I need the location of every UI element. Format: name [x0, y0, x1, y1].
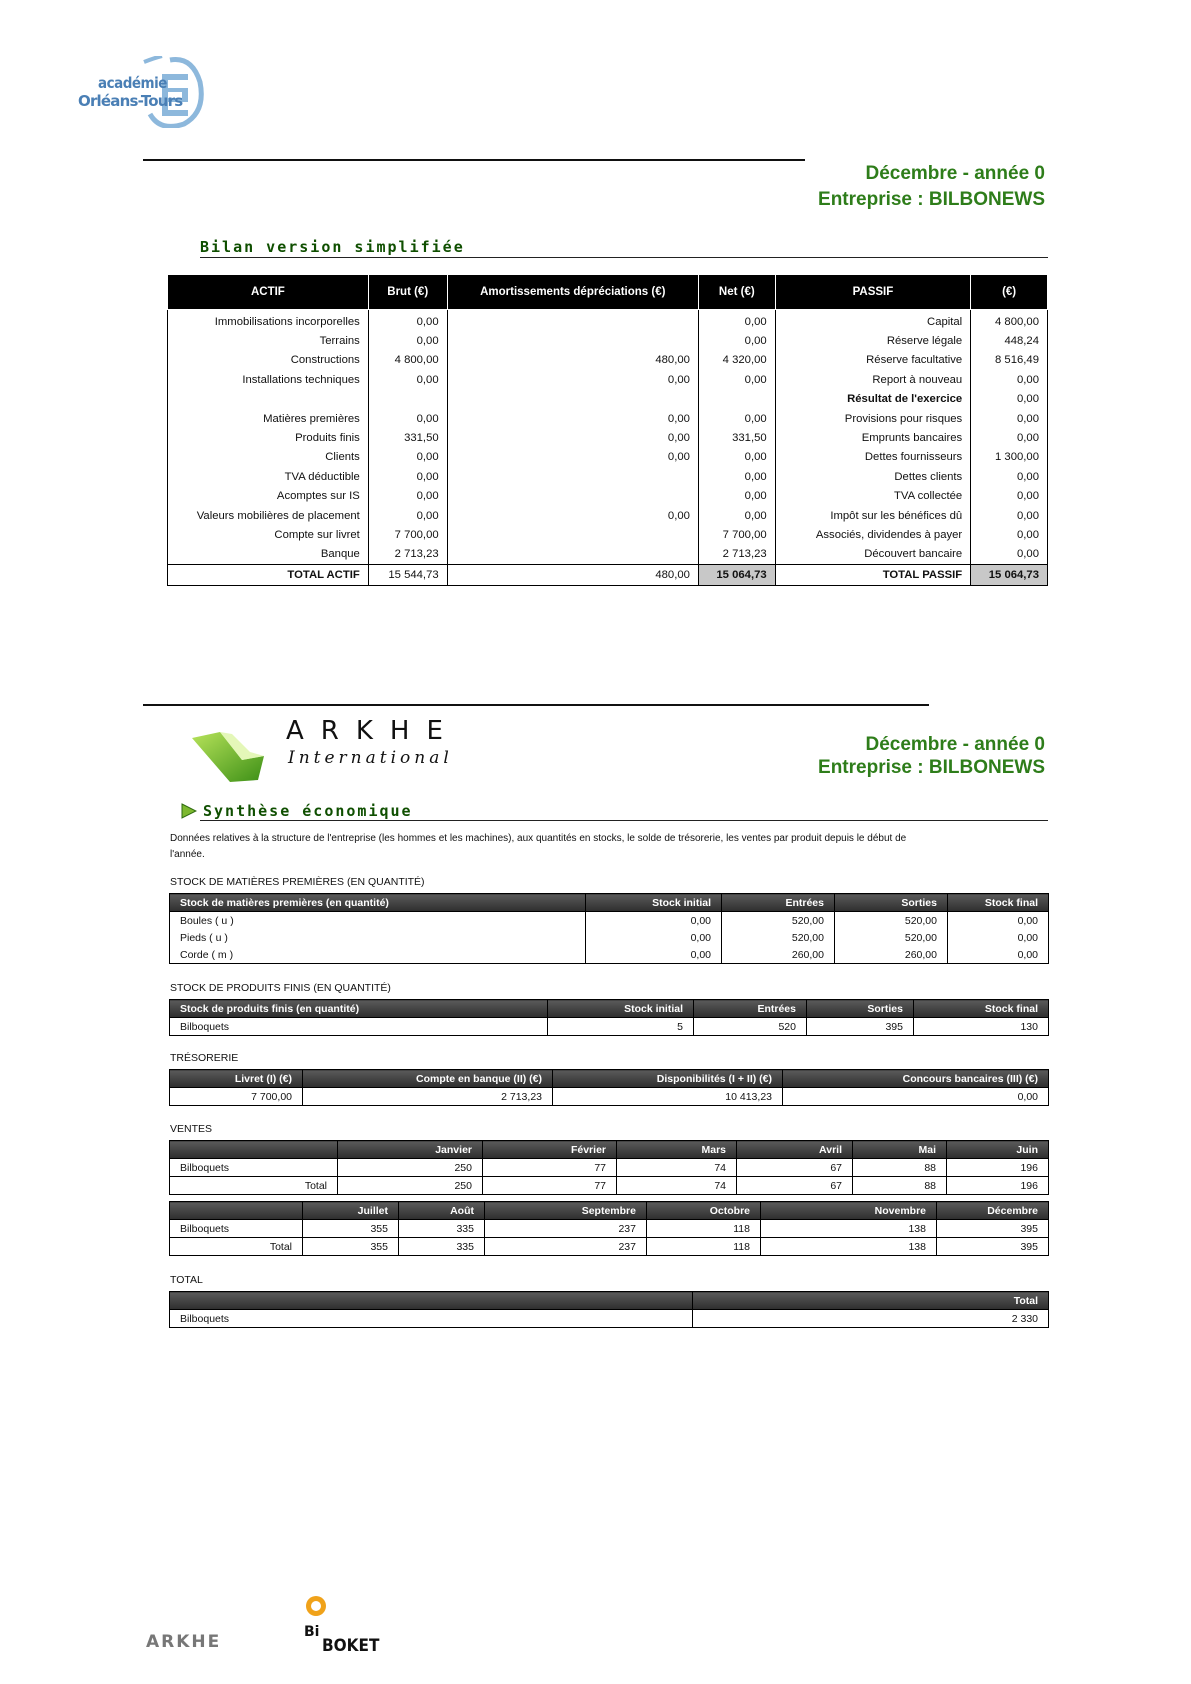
bilan-cell [447, 545, 698, 565]
stock-mp-row [170, 912, 1049, 930]
total-header-empty [170, 1292, 693, 1310]
stock-mp-cell: 520,00 [835, 929, 948, 946]
bilan-cell: Valeurs mobilières de placement [168, 506, 369, 525]
bilan-cell: 0,00 [447, 409, 698, 428]
ventes-header: Juin [947, 1141, 1049, 1159]
stock-mp-header: Stock de matières premières (en quantité) [170, 894, 586, 912]
bilan-cell: Immobilisations incorporelles [168, 310, 369, 332]
bilan-cell [368, 390, 447, 409]
bilan-cell: 0,00 [447, 506, 698, 525]
ventes-cell: 74 [617, 1177, 737, 1195]
bilan-row [168, 428, 1048, 447]
tresorerie-label: TRÉSORERIE [170, 1052, 239, 1064]
ventes-cell: 67 [737, 1177, 853, 1195]
bilan-cell: Dettes fournisseurs [775, 448, 971, 467]
ventes-total-row [170, 1177, 1049, 1195]
stock-pf-header: Sorties [807, 1000, 914, 1018]
total-table [169, 1291, 1049, 1328]
bilan-cell: 0,00 [698, 409, 775, 428]
bilan-cell [447, 487, 698, 506]
stock-mp-cell: 0,00 [586, 912, 722, 930]
arkhe-wordmark: ARKHE [286, 716, 460, 746]
bilan-row [168, 545, 1048, 565]
stock-mp-cell: 260,00 [835, 946, 948, 964]
stock-pf-header: Stock initial [548, 1000, 694, 1018]
bilan-row [168, 370, 1048, 389]
top-divider [143, 159, 805, 161]
synthese-title-underline [200, 820, 1048, 821]
bilan-cell: TVA déductible [168, 467, 369, 486]
stock-pf-label: STOCK DE PRODUITS FINIS (EN QUANTITÉ) [170, 982, 391, 994]
bilan-cell [698, 390, 775, 409]
bilan-cell: 0,00 [368, 409, 447, 428]
bilan-cell: 2 713,23 [368, 545, 447, 565]
arkhe-company-heading: Entreprise : BILBONEWS [818, 757, 1045, 778]
ventes-total-label: Total [170, 1177, 338, 1195]
bilan-cell: 0,00 [368, 331, 447, 350]
bilan-total-actif-label: TOTAL ACTIF [168, 565, 369, 586]
stock-pf-table [169, 999, 1049, 1036]
stock-pf-cell: 5 [548, 1018, 694, 1036]
stock-mp-header: Entrées [722, 894, 835, 912]
ventes-cell: Bilboquets [170, 1220, 303, 1238]
ventes-header: Janvier [338, 1141, 483, 1159]
ventes-cell: 250 [338, 1177, 483, 1195]
ventes-cell: 237 [485, 1238, 647, 1256]
stock-mp-cell: 0,00 [586, 929, 722, 946]
period-heading: Décembre - année 0 [865, 163, 1045, 184]
bilboket-word: BOKET [322, 1636, 380, 1656]
bilan-cell: 8 516,49 [971, 351, 1048, 370]
bilan-cell: 0,00 [698, 331, 775, 350]
ventes-cell: 237 [485, 1220, 647, 1238]
bilan-cell [168, 390, 369, 409]
stock-mp-cell: Corde ( m ) [170, 946, 586, 964]
ventes-header: Octobre [647, 1202, 761, 1220]
bilan-cell: 0,00 [971, 545, 1048, 565]
ventes-header-row [170, 1202, 1049, 1220]
bilan-total-amort: 480,00 [447, 565, 698, 586]
tresorerie-cell: 10 413,23 [553, 1088, 783, 1106]
bilan-cell: 331,50 [698, 428, 775, 447]
bilan-cell: 0,00 [368, 448, 447, 467]
tresorerie-header-row [170, 1070, 1049, 1088]
tresorerie-table [169, 1069, 1049, 1106]
stock-mp-cell: Pieds ( u ) [170, 929, 586, 946]
stock-pf-header: Entrées [694, 1000, 807, 1018]
bilan-cell: 0,00 [971, 370, 1048, 389]
stock-mp-cell: 520,00 [722, 912, 835, 930]
stock-mp-cell: 0,00 [948, 912, 1049, 930]
ventes-cell: 74 [617, 1159, 737, 1177]
bilboket-b: Bi [304, 1624, 320, 1640]
bilan-cell: Emprunts bancaires [775, 428, 971, 447]
bilan-cell: 7 700,00 [368, 525, 447, 544]
bilan-header-actif: ACTIF [168, 275, 369, 310]
bilan-cell: 0,00 [971, 428, 1048, 447]
bilan-title: Bilan version simplifiée [200, 238, 465, 256]
bilan-cell: 0,00 [698, 467, 775, 486]
total-cell: 2 330 [693, 1310, 1049, 1328]
ventes-header: Novembre [761, 1202, 937, 1220]
synthese-intro [170, 831, 906, 863]
footer-bilboket-logo [300, 1594, 380, 1664]
bilan-cell: Matières premières [168, 409, 369, 428]
bilan-total-row [168, 565, 1048, 586]
bilan-header-passif: PASSIF [775, 275, 971, 310]
stock-mp-header: Stock initial [586, 894, 722, 912]
bilan-cell: Constructions [168, 351, 369, 370]
stock-mp-cell: 0,00 [948, 946, 1049, 964]
ventes-header [170, 1202, 303, 1220]
stock-pf-header-row [170, 1000, 1049, 1018]
stock-mp-cell: 520,00 [835, 912, 948, 930]
ventes-cell: 250 [338, 1159, 483, 1177]
bilan-total-passif-label: TOTAL PASSIF [775, 565, 971, 586]
bilan-cell: 0,00 [368, 467, 447, 486]
ventes-header: Février [483, 1141, 617, 1159]
bilan-cell: Compte sur livret [168, 525, 369, 544]
tresorerie-row [170, 1088, 1049, 1106]
bilan-cell: Réserve légale [775, 331, 971, 350]
ventes-label: VENTES [170, 1123, 213, 1135]
bilan-cell: Découvert bancaire [775, 545, 971, 565]
bilan-row [168, 467, 1048, 486]
bilan-cell: Installations techniques [168, 370, 369, 389]
ventes-header: Avril [737, 1141, 853, 1159]
synthese-intro-line2: l'année. [170, 849, 205, 860]
tresorerie-header: Compte en banque (II) (€) [303, 1070, 553, 1088]
ventes-header-row [170, 1141, 1049, 1159]
bilan-row [168, 390, 1048, 409]
bilan-cell-resultat: Résultat de l'exercice [775, 390, 971, 409]
tresorerie-header: Disponibilités (I + II) (€) [553, 1070, 783, 1088]
stock-mp-cell: Boules ( u ) [170, 912, 586, 930]
stock-pf-cell: 130 [914, 1018, 1049, 1036]
bilan-cell: Dettes clients [775, 467, 971, 486]
academie-logo-line1: académie [98, 74, 167, 92]
bilan-cell: Banque [168, 545, 369, 565]
bilan-cell: Produits finis [168, 428, 369, 447]
bilan-cell [447, 310, 698, 332]
bilan-cell [447, 467, 698, 486]
total-header: Total [693, 1292, 1049, 1310]
bilan-total-net: 15 064,73 [698, 565, 775, 586]
play-triangle-icon [181, 803, 197, 819]
tresorerie-header: Livret (I) (€) [170, 1070, 303, 1088]
tresorerie-cell: 2 713,23 [303, 1088, 553, 1106]
ventes-cell: 118 [647, 1238, 761, 1256]
bilan-cell: TVA collectée [775, 487, 971, 506]
bilan-row [168, 487, 1048, 506]
ventes-cell: 335 [399, 1220, 485, 1238]
ventes-total-label: Total [170, 1238, 303, 1256]
tresorerie-header: Concours bancaires (III) (€) [783, 1070, 1049, 1088]
second-divider [143, 704, 929, 706]
stock-pf-cell: 395 [807, 1018, 914, 1036]
bilan-row [168, 331, 1048, 350]
bilan-cell: Réserve facultative [775, 351, 971, 370]
bilan-cell: 0,00 [971, 390, 1048, 409]
ventes-table-1 [169, 1140, 1049, 1195]
stock-pf-cell: Bilboquets [170, 1018, 548, 1036]
arkhe-subtitle: International [288, 748, 453, 768]
stock-mp-table [169, 893, 1049, 964]
bilan-header-row [168, 275, 1048, 310]
ventes-cell: Bilboquets [170, 1159, 338, 1177]
bilan-cell: Provisions pour risques [775, 409, 971, 428]
bilan-cell: 0,00 [698, 506, 775, 525]
bilan-cell: Acomptes sur IS [168, 487, 369, 506]
stock-pf-header: Stock de produits finis (en quantité) [170, 1000, 548, 1018]
bilan-header-net: Net (€) [698, 275, 775, 310]
bilan-cell: Clients [168, 448, 369, 467]
ventes-cell: 138 [761, 1220, 937, 1238]
stock-pf-row [170, 1018, 1049, 1036]
bilan-row [168, 448, 1048, 467]
bilan-total-passif: 15 064,73 [971, 565, 1048, 586]
ventes-cell: 355 [303, 1238, 399, 1256]
ventes-header: Juillet [303, 1202, 399, 1220]
bilan-cell: 0,00 [971, 525, 1048, 544]
bilan-cell: Report à nouveau [775, 370, 971, 389]
bilan-cell: 0,00 [971, 506, 1048, 525]
bilan-header-amort: Amortissements dépréciations (€) [447, 275, 698, 310]
arkhe-period-heading: Décembre - année 0 [865, 734, 1045, 755]
ventes-header [170, 1141, 338, 1159]
ventes-cell: 77 [483, 1177, 617, 1195]
ventes-row [170, 1159, 1049, 1177]
bilan-cell [447, 390, 698, 409]
tresorerie-cell: 7 700,00 [170, 1088, 303, 1106]
bilan-cell: 4 800,00 [368, 351, 447, 370]
academie-logo-line2: Orléans-Tours [78, 92, 183, 110]
academie-logo [78, 56, 203, 128]
bilan-cell: 0,00 [698, 487, 775, 506]
ventes-cell: 88 [853, 1159, 947, 1177]
stock-pf-header: Stock final [914, 1000, 1049, 1018]
stock-mp-cell: 260,00 [722, 946, 835, 964]
bilan-cell: 0,00 [971, 409, 1048, 428]
stock-mp-row [170, 929, 1049, 946]
bilan-cell: 0,00 [971, 467, 1048, 486]
bilan-cell: 2 713,23 [698, 545, 775, 565]
stock-mp-row [170, 946, 1049, 964]
bilan-row [168, 310, 1048, 332]
bilan-cell: 0,00 [447, 428, 698, 447]
bilan-cell: 0,00 [368, 370, 447, 389]
stock-mp-header: Stock final [948, 894, 1049, 912]
bilan-cell: Capital [775, 310, 971, 332]
bilan-table [167, 274, 1048, 586]
synthese-title: Synthèse économique [203, 802, 413, 820]
bilan-cell: 0,00 [971, 487, 1048, 506]
ventes-total-row [170, 1238, 1049, 1256]
bilan-cell [447, 331, 698, 350]
bilan-row [168, 525, 1048, 544]
bilan-cell: 4 800,00 [971, 310, 1048, 332]
total-row [170, 1310, 1049, 1328]
ventes-cell: 88 [853, 1177, 947, 1195]
ventes-header: Décembre [937, 1202, 1049, 1220]
bilan-cell: 0,00 [698, 448, 775, 467]
ventes-header: Mars [617, 1141, 737, 1159]
arkhe-international-logo [192, 716, 462, 792]
ventes-table-2 [169, 1201, 1049, 1256]
ventes-cell: 67 [737, 1159, 853, 1177]
bilan-cell: 7 700,00 [698, 525, 775, 544]
bilan-row [168, 506, 1048, 525]
bilan-total-brut: 15 544,73 [368, 565, 447, 586]
total-label: TOTAL [170, 1274, 203, 1286]
bilan-row [168, 351, 1048, 370]
bilan-cell: 0,00 [698, 370, 775, 389]
bilan-cell: 0,00 [368, 506, 447, 525]
stock-mp-cell: 520,00 [722, 929, 835, 946]
bilan-row [168, 409, 1048, 428]
ventes-cell: 196 [947, 1177, 1049, 1195]
stock-mp-header-row [170, 894, 1049, 912]
bilan-cell [447, 525, 698, 544]
bilan-cell: Terrains [168, 331, 369, 350]
bilan-cell: 448,24 [971, 331, 1048, 350]
total-cell: Bilboquets [170, 1310, 693, 1328]
arkhe-green-chevron-icon [192, 730, 267, 784]
bilan-title-underline [200, 257, 1048, 258]
bilan-cell: Associés, dividendes à payer [775, 525, 971, 544]
tresorerie-cell: 0,00 [783, 1088, 1049, 1106]
ventes-cell: 196 [947, 1159, 1049, 1177]
stock-mp-header: Sorties [835, 894, 948, 912]
ventes-header: Mai [853, 1141, 947, 1159]
ventes-row [170, 1220, 1049, 1238]
bilan-cell: Impôt sur les bénéfices dû [775, 506, 971, 525]
bilan-cell: 0,00 [447, 370, 698, 389]
ventes-cell: 77 [483, 1159, 617, 1177]
bilan-header-passif-value: (€) [971, 275, 1048, 310]
bilan-cell: 0,00 [368, 310, 447, 332]
bilan-cell: 0,00 [698, 310, 775, 332]
ventes-cell: 355 [303, 1220, 399, 1238]
ventes-header: Septembre [485, 1202, 647, 1220]
ventes-cell: 118 [647, 1220, 761, 1238]
total-header-row [170, 1292, 1049, 1310]
bilan-cell: 331,50 [368, 428, 447, 447]
bilan-cell: 0,00 [368, 487, 447, 506]
company-heading: Entreprise : BILBONEWS [818, 189, 1045, 210]
stock-mp-cell: 0,00 [948, 929, 1049, 946]
stock-mp-label: STOCK DE MATIÈRES PREMIÈRES (EN QUANTITÉ) [170, 876, 425, 888]
ventes-cell: 395 [937, 1238, 1049, 1256]
ventes-cell: 138 [761, 1238, 937, 1256]
ventes-cell: 335 [399, 1238, 485, 1256]
footer-arkhe-logo: ARKHE [146, 1632, 222, 1652]
bilan-header-brut: Brut (€) [368, 275, 447, 310]
stock-pf-cell: 520 [694, 1018, 807, 1036]
synthese-intro-line1: Données relatives à la structure de l'entreprise (les hommes et les machines), aux quantités en stocks, le solde de trésorerie, les ventes par produit depuis le début de [170, 833, 907, 844]
bilan-cell: 1 300,00 [971, 448, 1048, 467]
ventes-header: Août [399, 1202, 485, 1220]
bilan-cell: 0,00 [447, 448, 698, 467]
bilan-cell: 4 320,00 [698, 351, 775, 370]
bilan-cell: 480,00 [447, 351, 698, 370]
bilboquet-icon [302, 1594, 330, 1628]
stock-mp-cell: 0,00 [586, 946, 722, 964]
ventes-cell: 395 [937, 1220, 1049, 1238]
